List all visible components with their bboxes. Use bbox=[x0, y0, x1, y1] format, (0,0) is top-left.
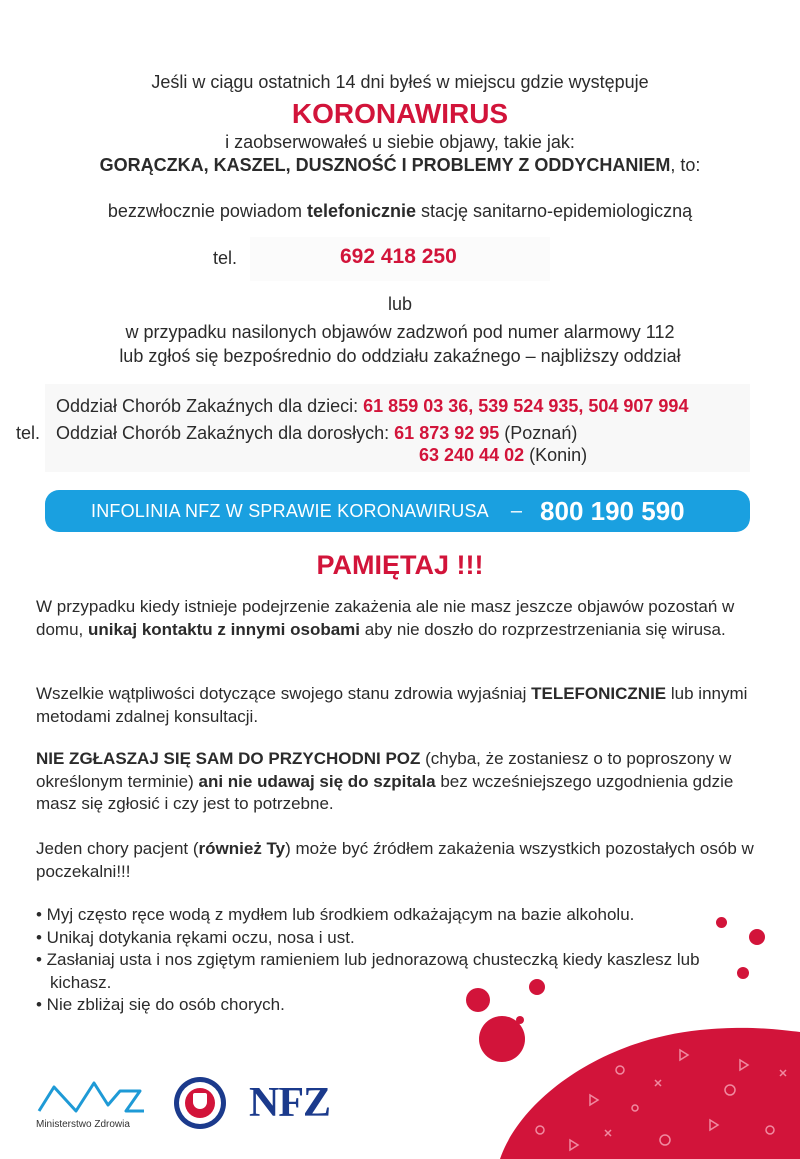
p4-text: Jeden chory pacjent ( bbox=[36, 839, 199, 858]
nfz-logo-icon: NFZ bbox=[249, 1080, 330, 1126]
list-item: • Myj często ręce wodą z mydłem lub środkiem odkażającym na bazie alkoholu. bbox=[36, 905, 635, 924]
symptoms-list: GORĄCZKA, KASZEL, DUSZNOŚĆ I PROBLEMY Z ODDYCHANIEM bbox=[99, 155, 671, 175]
ward-kids-numbers[interactable]: 61 859 03 36, 539 524 935, 504 907 994 bbox=[363, 396, 689, 416]
mz-logo-icon bbox=[36, 1077, 146, 1117]
p1-emphasis: unikaj kontaktu z innymi osobami bbox=[87, 619, 361, 639]
intro-line-2: i zaobserwowałeś u siebie objawy, takie jak: bbox=[225, 132, 575, 152]
pis-emblem-icon bbox=[174, 1077, 226, 1129]
p2-text: Wszelkie wątpliwości dotyczące swojego stanu zdrowia wyjaśniaj bbox=[36, 684, 532, 703]
ward-adults-city: (Poznań) bbox=[499, 423, 578, 443]
p3-emphasis: NIE ZGŁASZAJ SIĘ SAM DO PRZYCHODNI POZ bbox=[36, 749, 421, 768]
p2-emphasis: TELEFONICZNIE bbox=[531, 684, 667, 703]
sanepid-phone-number[interactable]: 692 418 250 bbox=[340, 245, 457, 268]
paragraph-patient-source bbox=[36, 838, 776, 883]
list-item: • Nie zbliżaj się do osób chorych. bbox=[36, 995, 285, 1014]
page-title: KORONAWIRUS bbox=[291, 98, 509, 129]
list-item: • Zasłaniaj usta i nos zgiętym ramieniem lub jednorazową chusteczką kiedy kaszlesz lub kichasz. bbox=[36, 950, 700, 992]
infoline-label: INFOLINIA NFZ W SPRAWIE KORONAWIRUSA bbox=[91, 500, 489, 521]
remember-heading: PAMIĘTAJ !!! bbox=[316, 550, 484, 580]
red-dots-decoration bbox=[480, 1010, 800, 1159]
list-item: • Unikaj dotykania rękami oczu, nosa i ust. bbox=[36, 927, 355, 947]
ward-konin-row bbox=[419, 445, 587, 466]
symptoms-line bbox=[0, 155, 800, 176]
red-dot-icon bbox=[737, 967, 749, 979]
red-dot-icon bbox=[716, 917, 727, 928]
paragraph-phone-consult bbox=[36, 683, 776, 728]
notify-text-end: stację sanitarno-epidemiologiczną bbox=[415, 201, 693, 221]
infoline-banner bbox=[45, 490, 750, 532]
notify-instruction bbox=[0, 201, 800, 222]
paragraph-no-visit bbox=[36, 748, 776, 816]
red-dot-icon bbox=[749, 929, 765, 945]
severe-symptoms-line-2: lub zgłoś się bezpośrednio do oddziału zakaźnego – najbliższy oddział bbox=[119, 346, 681, 366]
ward-adults-label: Oddział Chorób Zakaźnych dla dorosłych: bbox=[56, 423, 395, 443]
paragraph-isolation bbox=[36, 596, 776, 641]
red-dot-icon bbox=[466, 988, 490, 1012]
infoline-dash: – bbox=[510, 499, 523, 522]
advice-list bbox=[36, 904, 736, 1017]
red-dot-icon bbox=[529, 979, 545, 995]
symptoms-suffix: , to: bbox=[670, 155, 701, 175]
p3-text-end: bez wcześniejszego uzgodnienia gdzie masz się zgłosić i czy jest to potrzebne. bbox=[36, 771, 734, 813]
severe-symptoms-line: w przypadku nasilonych objawów zadzwoń pod numer alarmowy 112 bbox=[125, 322, 675, 342]
p4-text-end: ) może być źródłem zakażenia wszystkich pozostałych osób w poczekalni!!! bbox=[36, 839, 754, 881]
p4-emphasis: również Ty bbox=[198, 839, 286, 858]
p3-emphasis-2: ani nie udawaj się do szpitala bbox=[198, 771, 436, 791]
ward-konin-city: (Konin) bbox=[524, 445, 588, 465]
intro-line: Jeśli w ciągu ostatnich 14 dni byłeś w miejscu gdzie występuje bbox=[151, 72, 649, 92]
or-text: lub bbox=[387, 294, 413, 314]
mz-name: Ministerstwo Zdrowia bbox=[36, 1119, 130, 1130]
p1-text-end: aby nie doszło do rozprzestrzeniania się wirusa. bbox=[360, 619, 726, 639]
p3-text: (chyba, że zostaniesz o to poproszony w określonym terminie) bbox=[36, 749, 732, 791]
wards-tel-label: tel. bbox=[16, 423, 41, 443]
ward-adults-row bbox=[56, 423, 577, 444]
p1-text: W przypadku kiedy istnieje podejrzenie zakażenia ale nie masz jeszcze objawów pozostań w domu, bbox=[36, 597, 735, 639]
infoline-number[interactable]: 800 190 590 bbox=[540, 495, 685, 526]
ward-konin-number[interactable]: 63 240 44 02 bbox=[419, 445, 525, 465]
notify-emphasis: telefonicznie bbox=[306, 201, 416, 221]
ward-kids-label: Oddział Chorób Zakaźnych dla dzieci: bbox=[56, 396, 364, 416]
notify-text: bezzwłocznie powiadom bbox=[107, 201, 307, 221]
p2-text-end: lub innymi metodami zdalnej konsultacji. bbox=[36, 684, 748, 726]
phone-label: tel. bbox=[213, 248, 238, 268]
logos-footer bbox=[36, 1075, 366, 1135]
ward-kids-row bbox=[56, 396, 688, 417]
ward-adults-number[interactable]: 61 873 92 95 bbox=[394, 423, 500, 443]
